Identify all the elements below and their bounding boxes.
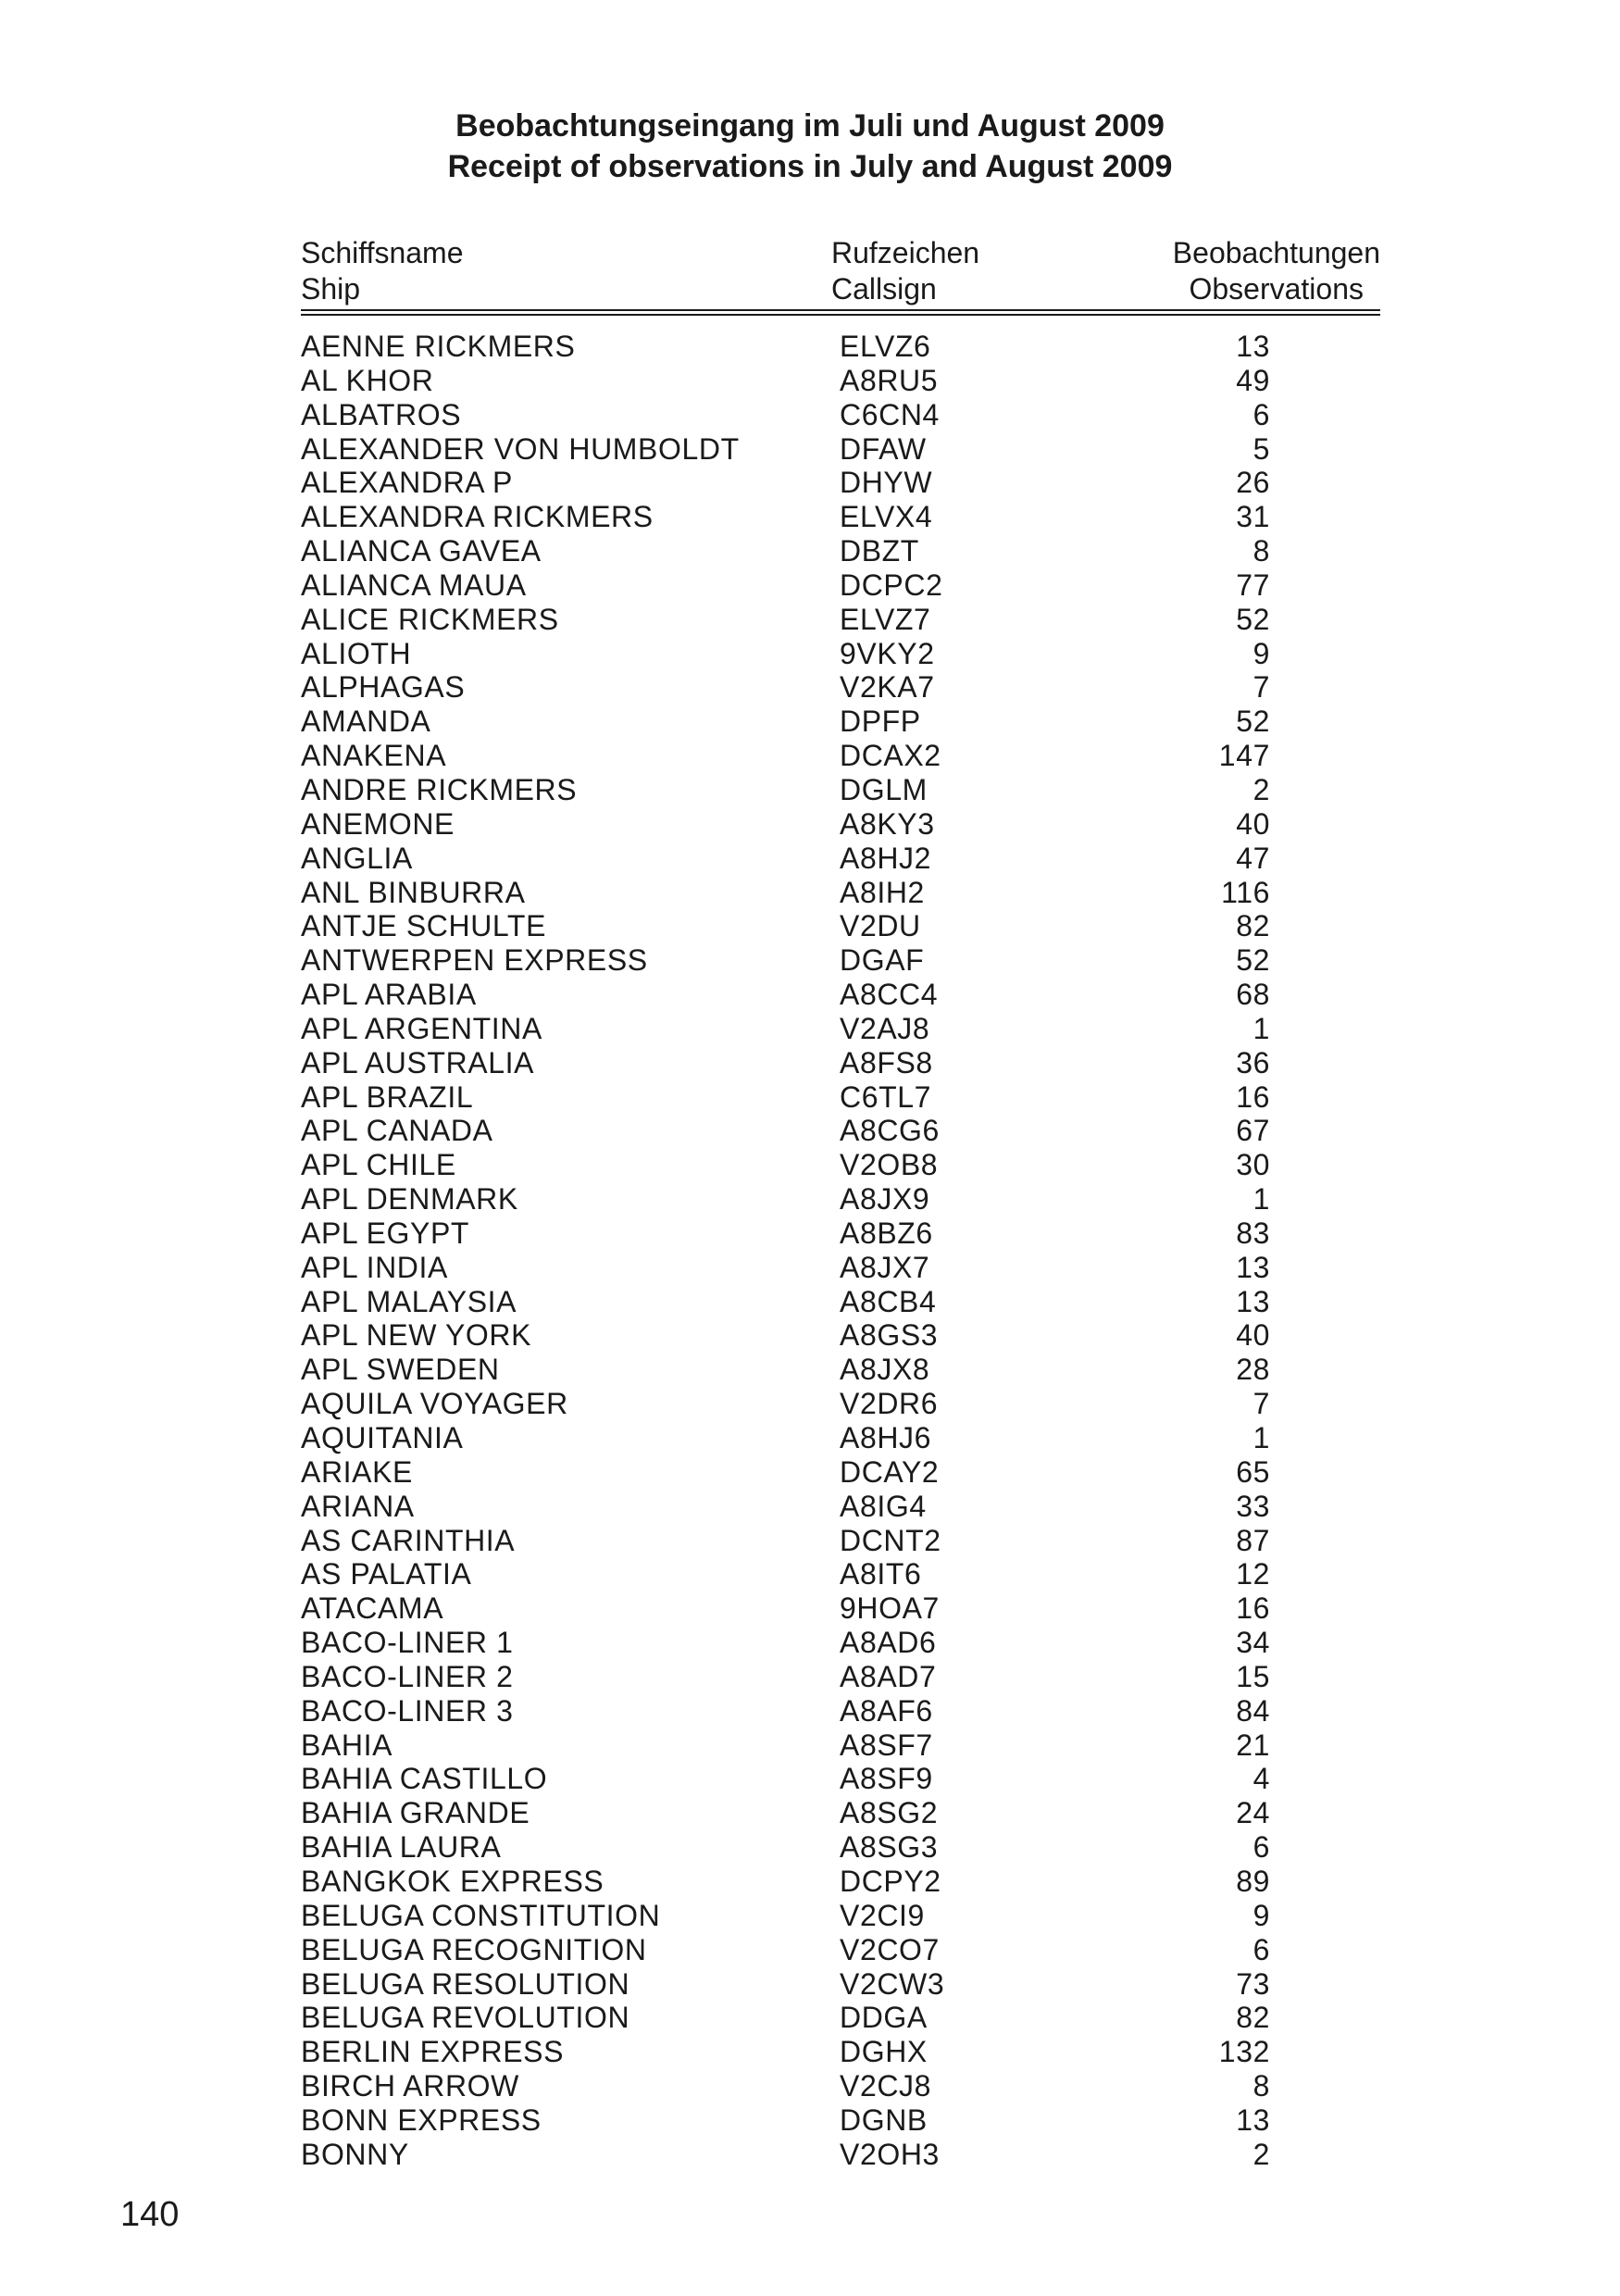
callsign: DFAW [840, 431, 927, 466]
table-row [0, 1967, 1620, 2002]
title-german: Beobachtungseingang im Juli und August 2009 [455, 108, 1165, 144]
observation-count: 9 [1252, 636, 1270, 670]
callsign: A8KY3 [840, 806, 935, 841]
table-row [0, 2103, 1620, 2138]
table-row [0, 978, 1620, 1012]
ship-name: APL AUSTRALIA [301, 1045, 535, 1079]
header-rule-bottom [301, 314, 1380, 316]
callsign: A8JX9 [840, 1182, 930, 1217]
ship-name: AQUILA VOYAGER [301, 1387, 568, 1421]
observation-count: 52 [1236, 602, 1270, 636]
table-row [0, 398, 1620, 432]
table-row [0, 1796, 1620, 1830]
callsign: A8IG4 [840, 1489, 927, 1523]
observation-count: 9 [1252, 1898, 1270, 1932]
ship-name: BONN EXPRESS [301, 2103, 542, 2137]
ship-name: APL NEW YORK [301, 1318, 532, 1353]
ship-name: APL SWEDEN [301, 1353, 500, 1387]
callsign: V2DU [840, 909, 921, 943]
ship-name: ALIOTH [301, 636, 412, 670]
observation-count: 132 [1218, 2035, 1270, 2069]
ship-name: BAHIA [301, 1728, 393, 1762]
ship-name: APL EGYPT [301, 1216, 470, 1250]
ship-name: BAHIA CASTILLO [301, 1762, 548, 1796]
observation-count: 24 [1236, 1796, 1270, 1830]
table-row [0, 1694, 1620, 1728]
ship-name: BAHIA LAURA [301, 1830, 502, 1865]
observation-count: 26 [1236, 466, 1270, 500]
observation-count: 13 [1236, 330, 1270, 363]
table-row [0, 1865, 1620, 1899]
table-row [0, 1012, 1620, 1046]
ship-name: ANTJE SCHULTE [301, 909, 547, 943]
ship-name: APL CHILE [301, 1148, 456, 1182]
observation-count: 68 [1236, 978, 1270, 1012]
table-row [0, 1557, 1620, 1591]
table-row [0, 1455, 1620, 1490]
observation-count: 7 [1252, 670, 1270, 705]
observation-count: 73 [1236, 1966, 1270, 2001]
callsign: DPFP [840, 705, 921, 739]
ship-name: BIRCH ARROW [301, 2069, 519, 2103]
ship-name: BELUGA RECOGNITION [301, 1932, 647, 1966]
table-row [0, 1660, 1620, 1694]
table-row [0, 1251, 1620, 1285]
observation-count: 147 [1218, 739, 1270, 773]
table-row [0, 1080, 1620, 1115]
callsign: A8BZ6 [840, 1216, 933, 1250]
callsign: V2CO7 [840, 1932, 940, 1966]
table-row [0, 1762, 1620, 1796]
column-header-ship-german: Schiffsname [301, 236, 464, 269]
callsign: ELVZ7 [840, 602, 931, 636]
table-row [0, 1114, 1620, 1148]
callsign: V2CW3 [840, 1966, 945, 2001]
table-row [0, 842, 1620, 876]
callsign: V2OB8 [840, 1148, 939, 1182]
ship-name: APL ARABIA [301, 978, 477, 1012]
ship-name: ALIANCA GAVEA [301, 534, 542, 568]
observation-count: 30 [1236, 1148, 1270, 1182]
ship-name: BONNY [301, 2137, 409, 2171]
observation-count: 6 [1252, 397, 1270, 431]
ship-name: ALEXANDRA RICKMERS [301, 500, 654, 534]
ship-name: APL BRAZIL [301, 1079, 474, 1114]
observation-count: 87 [1236, 1523, 1270, 1557]
ship-name: BERLIN EXPRESS [301, 2035, 565, 2069]
table-row [0, 1933, 1620, 1967]
ship-name: ALPHAGAS [301, 670, 466, 705]
observation-count: 31 [1236, 500, 1270, 534]
ship-name: ANEMONE [301, 806, 455, 841]
callsign: A8RU5 [840, 363, 939, 397]
table-row [0, 1285, 1620, 1319]
observation-count: 36 [1236, 1045, 1270, 1079]
table-row [0, 330, 1620, 364]
observation-count: 1 [1252, 1011, 1270, 1045]
ship-name: APL MALAYSIA [301, 1284, 517, 1318]
callsign: DGHX [840, 2035, 928, 2069]
callsign: C6CN4 [840, 397, 940, 431]
table-row [0, 705, 1620, 739]
table-row [0, 807, 1620, 842]
table-row [0, 466, 1620, 500]
title-english: Receipt of observations in July and August 2009 [447, 149, 1173, 184]
ship-name: BELUGA REVOLUTION [301, 2001, 630, 2035]
callsign: V2DR6 [840, 1387, 939, 1421]
callsign: DDGA [840, 2001, 928, 2035]
ship-name: ANTWERPEN EXPRESS [301, 943, 648, 978]
table-row [0, 1182, 1620, 1217]
observation-count: 16 [1236, 1591, 1270, 1626]
column-header-ship-english: Ship [301, 272, 361, 306]
observation-count: 13 [1236, 1284, 1270, 1318]
table-row [0, 943, 1620, 978]
callsign: V2CI9 [840, 1898, 925, 1932]
observation-count: 8 [1252, 534, 1270, 568]
table-row [0, 432, 1620, 467]
observation-count: 49 [1236, 363, 1270, 397]
ship-name: ANDRE RICKMERS [301, 772, 578, 806]
table-row [0, 2001, 1620, 2035]
callsign: A8IT6 [840, 1557, 922, 1591]
observation-count: 1 [1252, 1182, 1270, 1217]
callsign: V2AJ8 [840, 1011, 930, 1045]
callsign: DCPY2 [840, 1864, 941, 1898]
callsign: DGAF [840, 943, 925, 978]
ship-name: BELUGA RESOLUTION [301, 1966, 630, 2001]
ship-name: ARIAKE [301, 1454, 413, 1489]
table-row [0, 1626, 1620, 1660]
table-row [0, 1728, 1620, 1763]
ship-name: AMANDA [301, 705, 431, 739]
table-row [0, 2138, 1620, 2172]
table-row [0, 500, 1620, 534]
ship-name: BAHIA GRANDE [301, 1796, 530, 1830]
ship-name: APL CANADA [301, 1114, 493, 1148]
observation-count: 13 [1236, 1250, 1270, 1284]
observation-count: 65 [1236, 1454, 1270, 1489]
observation-count: 40 [1236, 806, 1270, 841]
callsign: A8SF9 [840, 1762, 933, 1796]
callsign: V2KA7 [840, 670, 935, 705]
callsign: DHYW [840, 466, 933, 500]
ship-name: AENNE RICKMERS [301, 330, 576, 363]
ship-name: AL KHOR [301, 363, 434, 397]
callsign: A8HJ2 [840, 841, 932, 875]
callsign: A8AD6 [840, 1626, 937, 1660]
observation-count: 2 [1252, 2137, 1270, 2171]
observation-count: 4 [1252, 1762, 1270, 1796]
observation-count: 52 [1236, 943, 1270, 978]
observation-count: 116 [1221, 875, 1270, 909]
observation-count: 28 [1236, 1353, 1270, 1387]
observation-count: 6 [1252, 1932, 1270, 1966]
callsign: 9HOA7 [840, 1591, 940, 1626]
observation-count: 47 [1236, 841, 1270, 875]
ship-name: APL INDIA [301, 1250, 448, 1284]
table-row [0, 2069, 1620, 2103]
callsign: A8AD7 [840, 1659, 937, 1693]
callsign: A8CC4 [840, 978, 939, 1012]
ship-name: ALBATROS [301, 397, 462, 431]
observation-count: 52 [1236, 705, 1270, 739]
table-row [0, 1387, 1620, 1421]
observations-table-body [0, 330, 1620, 2172]
ship-name: ANGLIA [301, 841, 413, 875]
observation-count: 7 [1252, 1387, 1270, 1421]
ship-name: BACO-LINER 1 [301, 1626, 514, 1660]
table-row [0, 534, 1620, 568]
callsign: A8SG2 [840, 1796, 939, 1830]
header-rule-top [301, 309, 1380, 311]
table-row [0, 1046, 1620, 1080]
callsign: ELVZ6 [840, 330, 931, 363]
column-header-observations-english: Observations [1189, 272, 1364, 306]
table-row [0, 909, 1620, 943]
callsign: DCNT2 [840, 1523, 941, 1557]
observation-count: 82 [1236, 909, 1270, 943]
observation-count: 2 [1252, 772, 1270, 806]
observation-count: 84 [1236, 1693, 1270, 1728]
ship-name: ALEXANDER VON HUMBOLDT [301, 431, 740, 466]
ship-name: ANL BINBURRA [301, 875, 526, 909]
callsign: ELVX4 [840, 500, 933, 534]
callsign: DGNB [840, 2103, 928, 2137]
table-row [0, 1217, 1620, 1251]
callsign: A8CG6 [840, 1114, 940, 1148]
ship-name: ALIANCA MAUA [301, 568, 527, 602]
callsign: A8AF6 [840, 1693, 933, 1728]
page-number: 140 [120, 2195, 180, 2234]
observation-count: 82 [1236, 2001, 1270, 2035]
table-row [0, 568, 1620, 603]
callsign: C6TL7 [840, 1079, 932, 1114]
callsign: DGLM [840, 772, 928, 806]
table-row [0, 603, 1620, 637]
ship-name: BACO-LINER 3 [301, 1693, 514, 1728]
observation-count: 40 [1236, 1318, 1270, 1353]
column-header-observations-german: Beobachtungen [1172, 236, 1380, 269]
callsign: A8SF7 [840, 1728, 933, 1762]
table-row [0, 1899, 1620, 1933]
table-row [0, 1421, 1620, 1455]
ship-name: AS CARINTHIA [301, 1523, 516, 1557]
ship-name: APL DENMARK [301, 1182, 518, 1217]
observation-count: 8 [1252, 2069, 1270, 2103]
observation-count: 1 [1252, 1421, 1270, 1454]
ship-name: AQUITANIA [301, 1421, 464, 1454]
observation-count: 67 [1236, 1114, 1270, 1148]
observation-count: 6 [1252, 1830, 1270, 1865]
observation-count: 13 [1236, 2103, 1270, 2137]
callsign: A8CB4 [840, 1284, 937, 1318]
callsign: V2CJ8 [840, 2069, 932, 2103]
callsign: A8FS8 [840, 1045, 933, 1079]
ship-name: ATACAMA [301, 1591, 444, 1626]
ship-name: BANGKOK EXPRESS [301, 1864, 604, 1898]
callsign: 9VKY2 [840, 636, 935, 670]
observation-count: 77 [1236, 568, 1270, 602]
ship-name: BELUGA CONSTITUTION [301, 1898, 661, 1932]
column-header-callsign-english: Callsign [831, 272, 937, 306]
observation-count: 33 [1236, 1489, 1270, 1523]
ship-name: APL ARGENTINA [301, 1011, 542, 1045]
observation-count: 89 [1236, 1864, 1270, 1898]
observation-count: 83 [1236, 1216, 1270, 1250]
table-row [0, 637, 1620, 671]
callsign: DCPC2 [840, 568, 943, 602]
ship-name: BACO-LINER 2 [301, 1659, 514, 1693]
table-row [0, 1830, 1620, 1865]
ship-name: ALICE RICKMERS [301, 602, 559, 636]
table-row [0, 1353, 1620, 1387]
observation-count: 15 [1236, 1659, 1270, 1693]
table-row [0, 1318, 1620, 1353]
table-row [0, 1591, 1620, 1626]
table-row [0, 1490, 1620, 1524]
ship-name: AS PALATIA [301, 1557, 472, 1591]
observation-count: 16 [1236, 1079, 1270, 1114]
table-row [0, 670, 1620, 705]
table-row [0, 739, 1620, 773]
ship-name: ARIANA [301, 1489, 415, 1523]
observation-count: 12 [1236, 1557, 1270, 1591]
table-row [0, 1524, 1620, 1558]
table-row [0, 2035, 1620, 2069]
callsign: DCAY2 [840, 1454, 940, 1489]
callsign: A8GS3 [840, 1318, 939, 1353]
callsign: DBZT [840, 534, 919, 568]
table-row [0, 364, 1620, 398]
ship-name: ANAKENA [301, 739, 447, 773]
ship-name: ALEXANDRA P [301, 466, 513, 500]
callsign: V2OH3 [840, 2137, 940, 2171]
table-row [0, 1148, 1620, 1182]
observation-count: 5 [1252, 431, 1270, 466]
table-row [0, 773, 1620, 807]
callsign: A8IH2 [840, 875, 925, 909]
observation-count: 34 [1236, 1626, 1270, 1660]
column-header-callsign-german: Rufzeichen [831, 236, 980, 269]
table-row [0, 876, 1620, 910]
callsign: DCAX2 [840, 739, 941, 773]
observation-count: 21 [1236, 1728, 1270, 1762]
callsign: A8JX8 [840, 1353, 930, 1387]
callsign: A8HJ6 [840, 1421, 932, 1454]
callsign: A8JX7 [840, 1250, 930, 1284]
callsign: A8SG3 [840, 1830, 939, 1865]
